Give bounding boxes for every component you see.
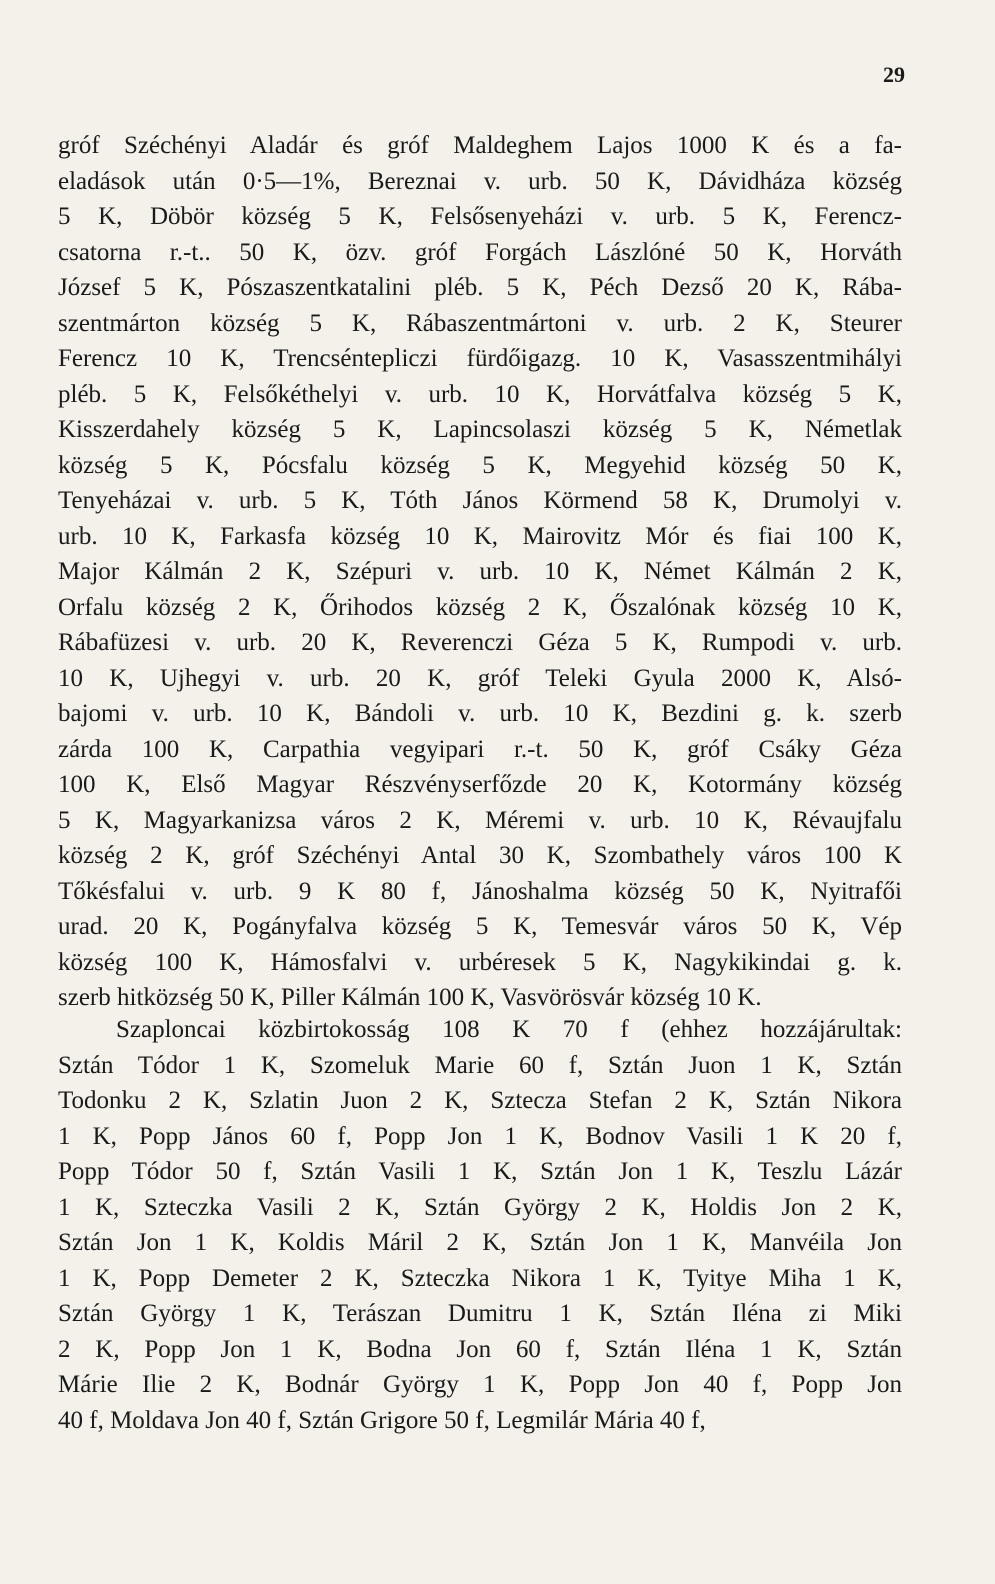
text-line: Todonku 2 K, Szlatin Juon 2 K, Sztecza Stefan 2 K, Sztán Nikora xyxy=(58,1087,902,1114)
text-line: urad. 20 K, Pogányfalva község 5 K, Temesvár város 50 K, Vép xyxy=(58,913,902,940)
text-line: község 5 K, Pócsfalu község 5 K, Megyehid község 50 K, xyxy=(58,451,902,479)
text-line: Major Kálmán 2 K, Szépuri v. urb. 10 K, Német Kálmán 2 K, xyxy=(58,558,902,585)
text-line: 2 K, Popp Jon 1 K, Bodna Jon 60 f, Sztán Iléna 1 K, Sztán xyxy=(58,1335,902,1363)
text-line: 10 K, Ujhegyi v. urb. 20 K, gróf Teleki Gyula 2000 K, Alsó- xyxy=(58,664,902,692)
text-line: Rábafüzesi v. urb. 20 K, Reverenczi Géza 5 K, Rumpodi v. urb. xyxy=(58,629,902,656)
text-line: 1 K, Popp János 60 f, Popp Jon 1 K, Bodnov Vasili 1 K 20 f, xyxy=(58,1122,902,1150)
text-line: eladások után 0·5—1%, Bereznai v. urb. 50 K, Dávidháza község xyxy=(58,167,902,195)
text-line: csatorna r.-t.. 50 K, özv. gróf Forgách Lászlóné 50 K, Horváth xyxy=(58,238,902,266)
text-line: Márie Ilie 2 K, Bodnár György 1 K, Popp Jon 40 f, Popp Jon xyxy=(58,1371,902,1398)
text-line: 5 K, Döbör község 5 K, Felsősenyeházi v. urb. 5 K, Ferencz- xyxy=(58,203,902,230)
text-line: Orfalu község 2 K, Őrihodos község 2 K, Őszalónak község 10 K, xyxy=(58,593,902,621)
text-line: 5 K, Magyarkanizsa város 2 K, Méremi v. urb. 10 K, Révaujfalu xyxy=(58,806,902,834)
text-line: község 100 K, Hámosfalvi v. urbéresek 5 K, Nagykikindai g. k. xyxy=(58,948,902,976)
text-line: Popp Tódor 50 f, Sztán Vasili 1 K, Sztán Jon 1 K, Teszlu Lázár xyxy=(58,1158,902,1185)
text-line: 100 K, Első Magyar Részvényserfőzde 20 K, Kotormány község xyxy=(58,771,902,798)
text-line: Kisszerdahely község 5 K, Lapincsolaszi község 5 K, Németlak xyxy=(58,416,902,443)
text-line: Sztán Tódor 1 K, Szomeluk Marie 60 f, Sztán Juon 1 K, Sztán xyxy=(58,1051,902,1079)
text-line: pléb. 5 K, Felsőkéthelyi v. urb. 10 K, Horvátfalva község 5 K, xyxy=(58,380,902,408)
text-line: Ferencz 10 K, Trencséntepliczi fürdőigazg. 10 K, Vasasszentmihályi xyxy=(58,345,902,372)
text-line: József 5 K, Pószaszentkatalini pléb. 5 K, Péch Dezső 20 K, Rába- xyxy=(58,274,902,301)
text-line: község 2 K, gróf Széchényi Antal 30 K, Szombathely város 100 K xyxy=(58,842,902,869)
text-line: 1 K, Popp Demeter 2 K, Szteczka Nikora 1 K, Tyitye Miha 1 K, xyxy=(58,1264,902,1292)
text-line: Tőkésfalui v. urb. 9 K 80 f, Jánoshalma község 50 K, Nyitrafői xyxy=(58,877,902,905)
text-line: szerb hitközség 50 K, Piller Kálmán 100 K, Vasvörösvár község 10 K. xyxy=(58,984,762,1011)
paragraph-szaplonca xyxy=(58,1012,902,1438)
text-line: urb. 10 K, Farkasfa község 10 K, Mairovitz Mór és fiai 100 K, xyxy=(58,522,902,550)
text-line: zárda 100 K, Carpathia vegyipari r.-t. 50 K, gróf Csáky Géza xyxy=(58,735,902,763)
paragraph-donor-list xyxy=(58,128,902,1016)
text-line: Tenyeházai v. urb. 5 K, Tóth János Körmend 58 K, Drumolyi v. xyxy=(58,487,902,514)
text-line: Szaploncai közbirtokosság 108 K 70 f (ehhez hozzájárultak: xyxy=(116,1016,902,1043)
text-line: gróf Széchényi Aladár és gróf Maldeghem Lajos 1000 K és a fa- xyxy=(58,132,902,159)
text-line: Sztán Jon 1 K, Koldis Máril 2 K, Sztán Jon 1 K, Manvéila Jon xyxy=(58,1229,902,1256)
page-number: 29 xyxy=(883,62,905,87)
text-line: 40 f, Moldava Jon 40 f, Sztán Grigore 50 f, Legmilár Mária 40 f, xyxy=(58,1406,706,1434)
text-line: Sztán György 1 K, Terászan Dumitru 1 K, Sztán Iléna zi Miki xyxy=(58,1300,902,1327)
text-line: szentmárton község 5 K, Rábaszentmártoni v. urb. 2 K, Steurer xyxy=(58,309,902,337)
text-line: 1 K, Szteczka Vasili 2 K, Sztán György 2 K, Holdis Jon 2 K, xyxy=(58,1193,902,1221)
text-line: bajomi v. urb. 10 K, Bándoli v. urb. 10 K, Bezdini g. k. szerb xyxy=(58,700,902,727)
